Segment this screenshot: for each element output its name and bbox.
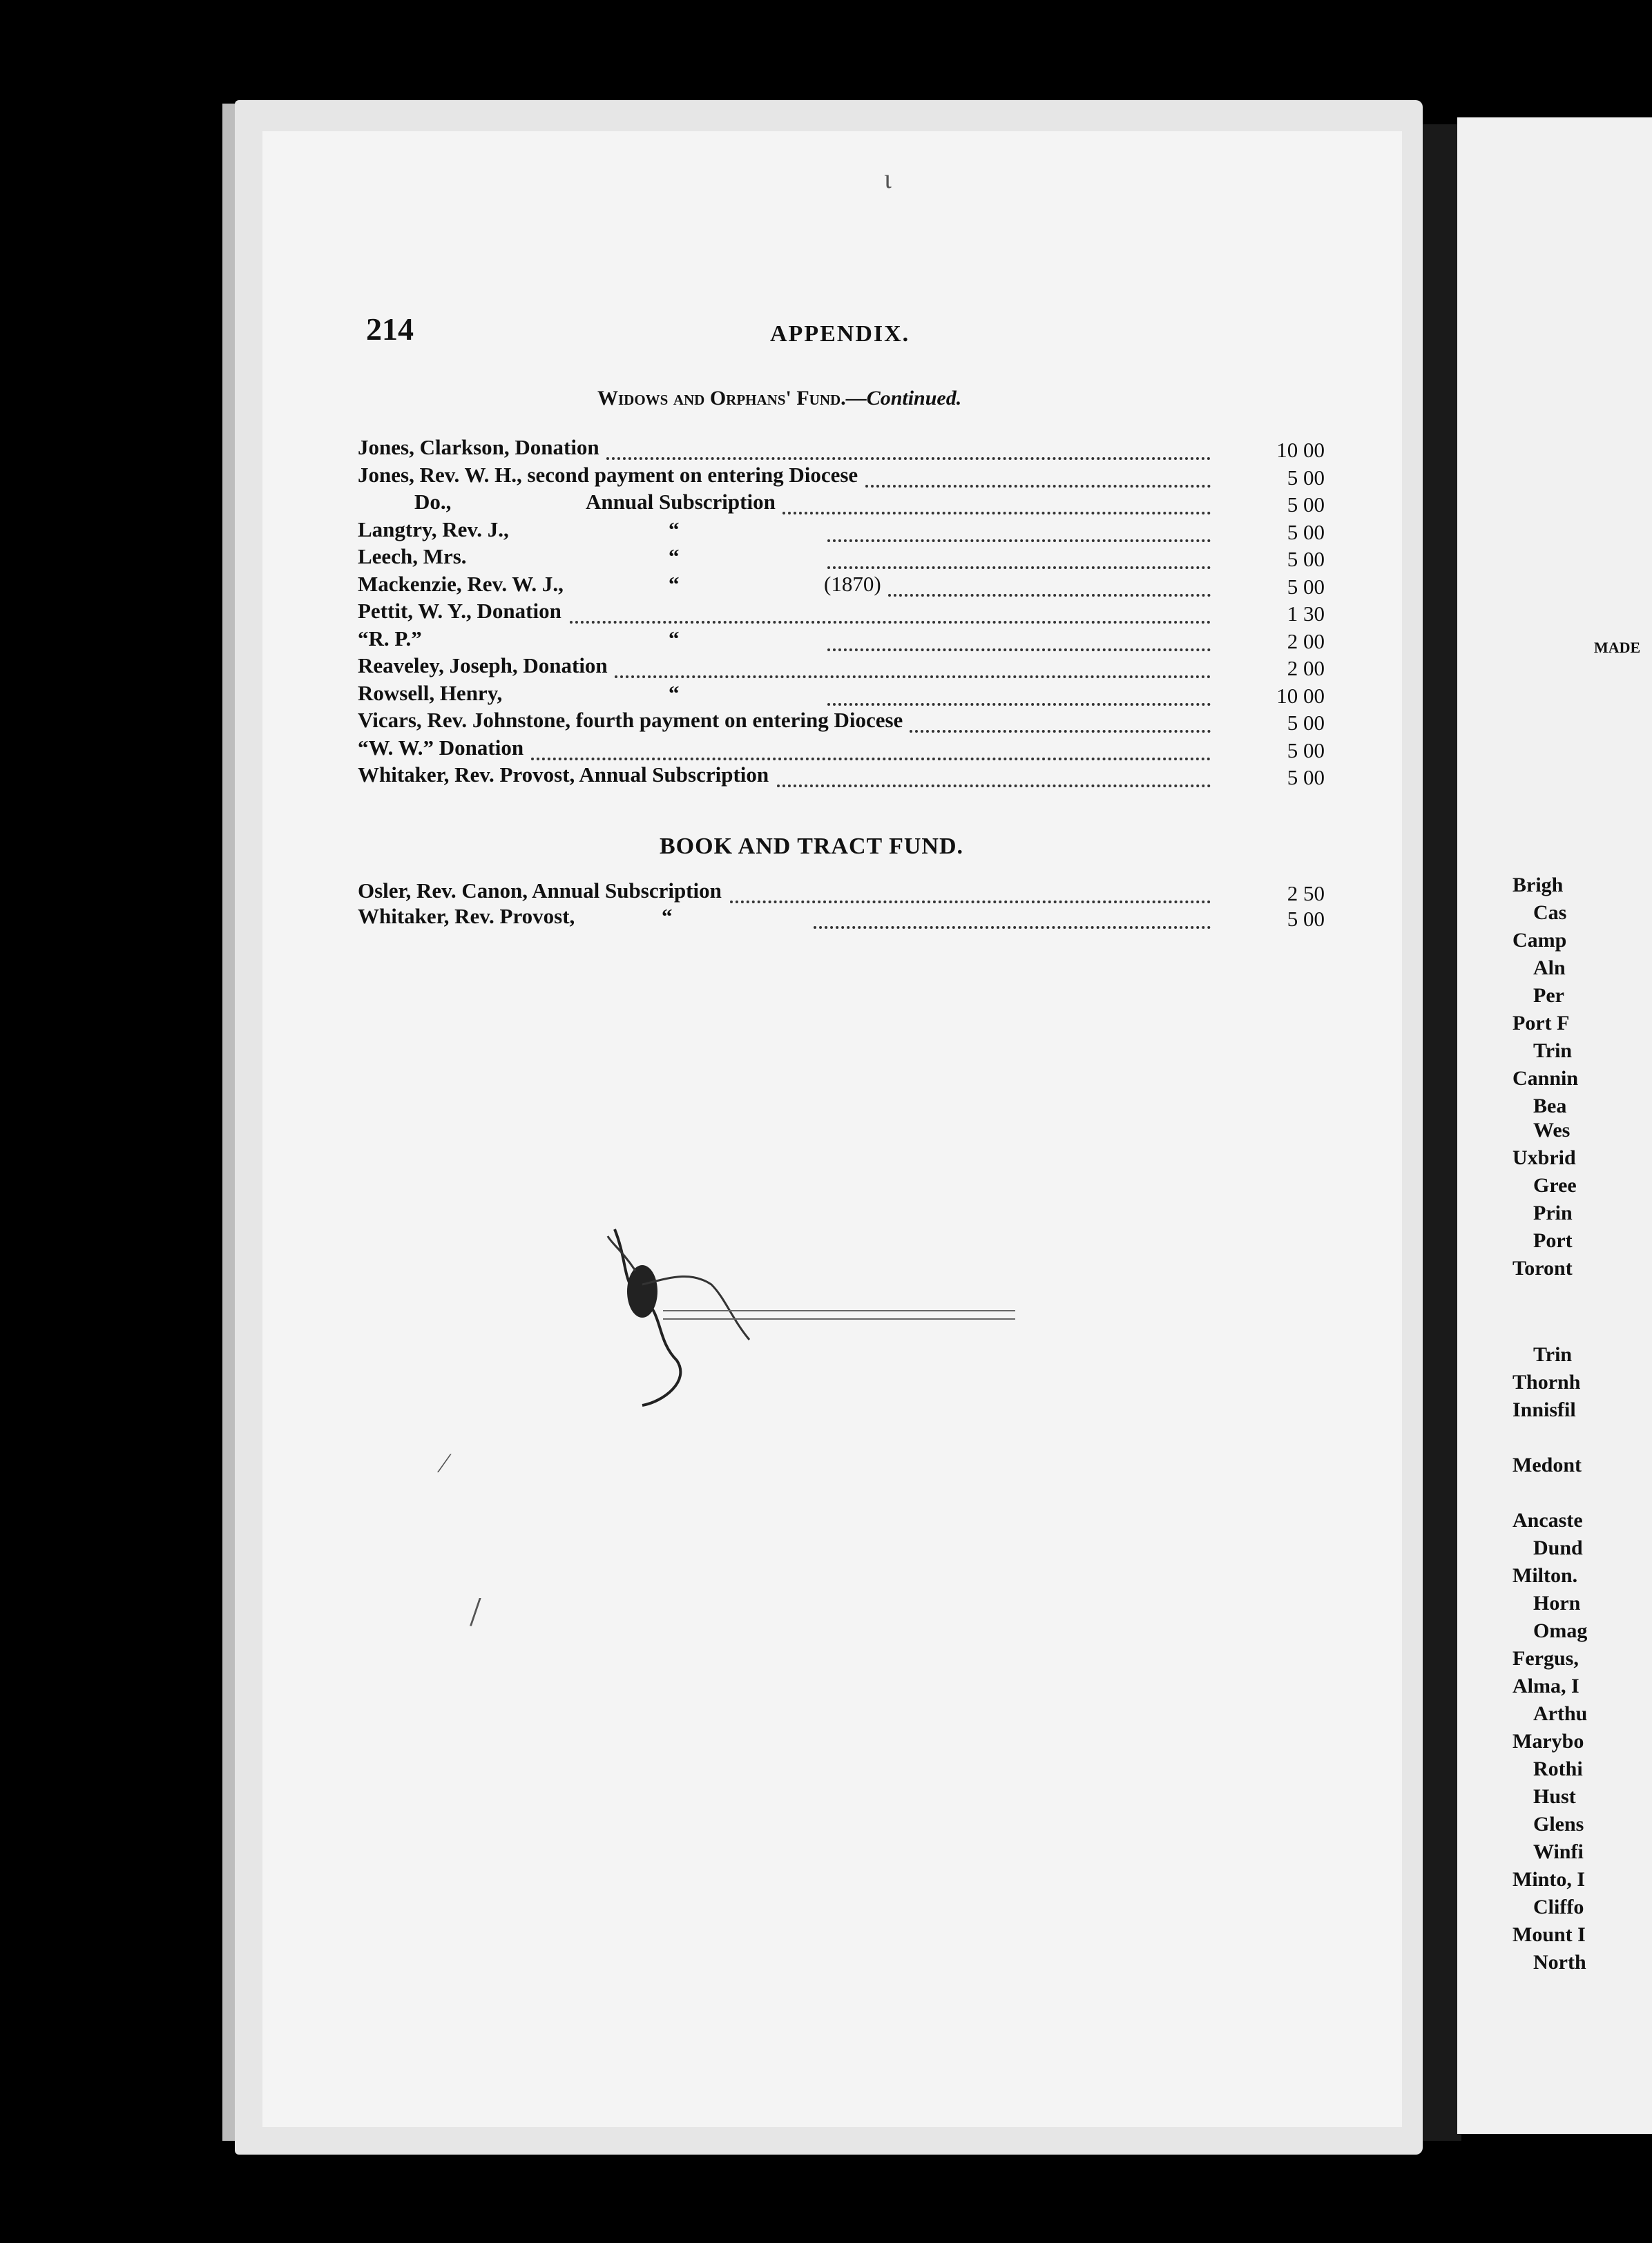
ledger-entry (358, 463, 1325, 490)
right-page (1457, 117, 1652, 2134)
ledger-entry (358, 735, 1325, 763)
right-page-line: Aln (1533, 956, 1566, 979)
right-page-line: Winfi (1533, 1840, 1584, 1863)
right-page-line: Arthu (1533, 1702, 1588, 1725)
running-head: APPENDIX. (770, 321, 910, 347)
leader-dots (827, 644, 1211, 651)
right-page-line: Port F (1512, 1012, 1570, 1034)
entry-amount: 5 00 (1287, 492, 1325, 517)
entry-name: Whitaker, Rev. Provost, Annual Subscription (358, 762, 769, 787)
leader-dots (888, 590, 1211, 597)
entry-amount: 5 00 (1287, 465, 1325, 490)
entry-name: Whitaker, Rev. Provost, (358, 904, 575, 928)
right-page-line: Cas (1533, 901, 1567, 924)
page-number: 214 (366, 311, 414, 347)
right-page-line: North (1533, 1951, 1586, 1974)
leader-dots (827, 535, 1211, 542)
leader-dots (730, 896, 1211, 903)
entry-amount: 5 00 (1287, 574, 1325, 599)
ledger-entry (358, 653, 1325, 681)
entry-amount: 10 00 (1276, 683, 1325, 708)
book-spine (1423, 124, 1461, 2141)
ditto-mark: “ (669, 626, 680, 651)
right-page-line: Brigh (1512, 874, 1564, 896)
leader-dots (531, 753, 1211, 760)
entry-name: Osler, Rev. Canon, Annual Subscription (358, 878, 722, 903)
stray-mark-icon: ɩ (884, 163, 892, 194)
leader-dots (827, 699, 1211, 706)
section-heading (597, 387, 961, 410)
entry-amount: 5 00 (1287, 547, 1325, 571)
entry-name: Rowsell, Henry, (358, 680, 503, 705)
ledger-entry (358, 599, 1325, 626)
entry-name: Pettit, W. Y., Donation (358, 599, 561, 623)
entry-amount: 5 00 (1287, 907, 1325, 931)
right-page-line: Thornh (1512, 1371, 1581, 1394)
entry-name: “R. P.” (358, 626, 422, 651)
right-page-line: Rothi (1533, 1758, 1583, 1780)
entry-amount: 5 00 (1287, 519, 1325, 544)
ledger-entry (358, 762, 1325, 790)
entry-name: Jones, Rev. W. H., second payment on entering Diocese (358, 462, 858, 487)
leader-dots (865, 481, 1211, 488)
ledger-entry (358, 708, 1325, 735)
leader-dots (606, 453, 1211, 460)
right-page-heading-fragment: MADE (1594, 639, 1641, 656)
right-page-line: Toront (1512, 1257, 1573, 1280)
ledger-entry (358, 681, 1325, 709)
ledger-entry (358, 435, 1325, 463)
ditto-mark: “ (669, 680, 680, 705)
entry-name: Do., (414, 490, 452, 514)
right-page-line: Milton. (1512, 1564, 1578, 1587)
right-page-line: Marybo (1512, 1730, 1584, 1753)
right-page-line: Per (1533, 984, 1564, 1007)
section-heading-book-tract: BOOK AND TRACT FUND. (660, 834, 964, 859)
leader-dots (782, 508, 1211, 514)
leader-dots (910, 726, 1211, 733)
right-page-line: Prin (1533, 1202, 1573, 1224)
entry-name: Mackenzie, Rev. W. J., (358, 571, 564, 596)
section-heading-italic: Continued. (866, 387, 962, 410)
entry-amount: 5 00 (1287, 765, 1325, 789)
ledger-entry (358, 904, 1325, 932)
entry-amount: 5 00 (1287, 738, 1325, 762)
right-page-line: Omag (1533, 1619, 1588, 1642)
ledger-entry (358, 544, 1325, 572)
entry-amount: 2 50 (1287, 881, 1325, 905)
ditto-mark: “ (669, 571, 680, 596)
entry-name: Reaveley, Joseph, Donation (358, 653, 608, 677)
right-page-line: Trin (1533, 1343, 1573, 1366)
right-page-line: Glens (1533, 1813, 1584, 1836)
right-page-line: Alma, I (1512, 1675, 1579, 1697)
leader-dots (814, 922, 1211, 929)
ledger-entry (358, 626, 1325, 654)
right-page-line: Hust (1533, 1785, 1576, 1808)
right-page-line: Fergus, (1512, 1647, 1579, 1670)
ledger-entry (358, 878, 1325, 906)
entry-amount: 10 00 (1276, 438, 1325, 462)
ink-smudge-line (663, 1310, 1015, 1320)
right-page-line: Ancaste (1512, 1509, 1583, 1532)
stray-mark-icon: / (470, 1589, 481, 1635)
entry-name: Leech, Mrs. (358, 544, 467, 568)
right-page-line: Camp (1512, 929, 1567, 952)
entry-name: Langtry, Rev. J., (358, 517, 509, 541)
right-page-line: Innisfil (1512, 1398, 1576, 1421)
entry-name: “W. W.” Donation (358, 735, 524, 760)
right-page-line: Minto, I (1512, 1868, 1585, 1891)
right-page-line: Bea (1533, 1095, 1567, 1117)
right-page-line: Uxbrid (1512, 1146, 1576, 1169)
entry-year: (1870) (824, 571, 881, 596)
right-page-line: Wes (1533, 1119, 1571, 1142)
entry-amount: 1 30 (1287, 601, 1325, 626)
right-page-line: Cannin (1512, 1067, 1579, 1090)
ditto-mark: “ (662, 904, 673, 928)
right-page-line: Mount I (1512, 1923, 1586, 1946)
right-page-line: Dund (1533, 1537, 1583, 1559)
ledger-entry (358, 490, 1325, 517)
entry-amount: 2 00 (1287, 656, 1325, 680)
leader-dots (777, 780, 1211, 787)
entry-amount: 2 00 (1287, 628, 1325, 653)
right-page-line: Port (1533, 1229, 1573, 1252)
leader-dots (570, 617, 1211, 624)
stray-mark-icon: ⁄ (442, 1447, 447, 1479)
right-page-line: Horn (1533, 1592, 1581, 1615)
entry-name: Jones, Clarkson, Donation (358, 435, 599, 459)
section-heading-text: Widows and Orphans' Fund.— (597, 387, 867, 410)
ditto-mark: “ (669, 544, 680, 568)
ledger-entry (358, 517, 1325, 545)
leader-dots (827, 562, 1211, 569)
right-page-line: Medont (1512, 1454, 1582, 1476)
ledger-entry (358, 572, 1325, 599)
entry-name: Vicars, Rev. Johnstone, fourth payment on entering Diocese (358, 708, 903, 732)
ditto-mark: “ (669, 517, 680, 541)
leader-dots (615, 671, 1211, 678)
right-page-line: Gree (1533, 1174, 1577, 1197)
left-page-paper (262, 131, 1402, 2127)
right-page-line: Trin (1533, 1039, 1573, 1062)
entry-amount: 5 00 (1287, 711, 1325, 735)
entry-subscription: Annual Subscription (586, 490, 776, 514)
right-page-line: Cliffo (1533, 1896, 1584, 1918)
